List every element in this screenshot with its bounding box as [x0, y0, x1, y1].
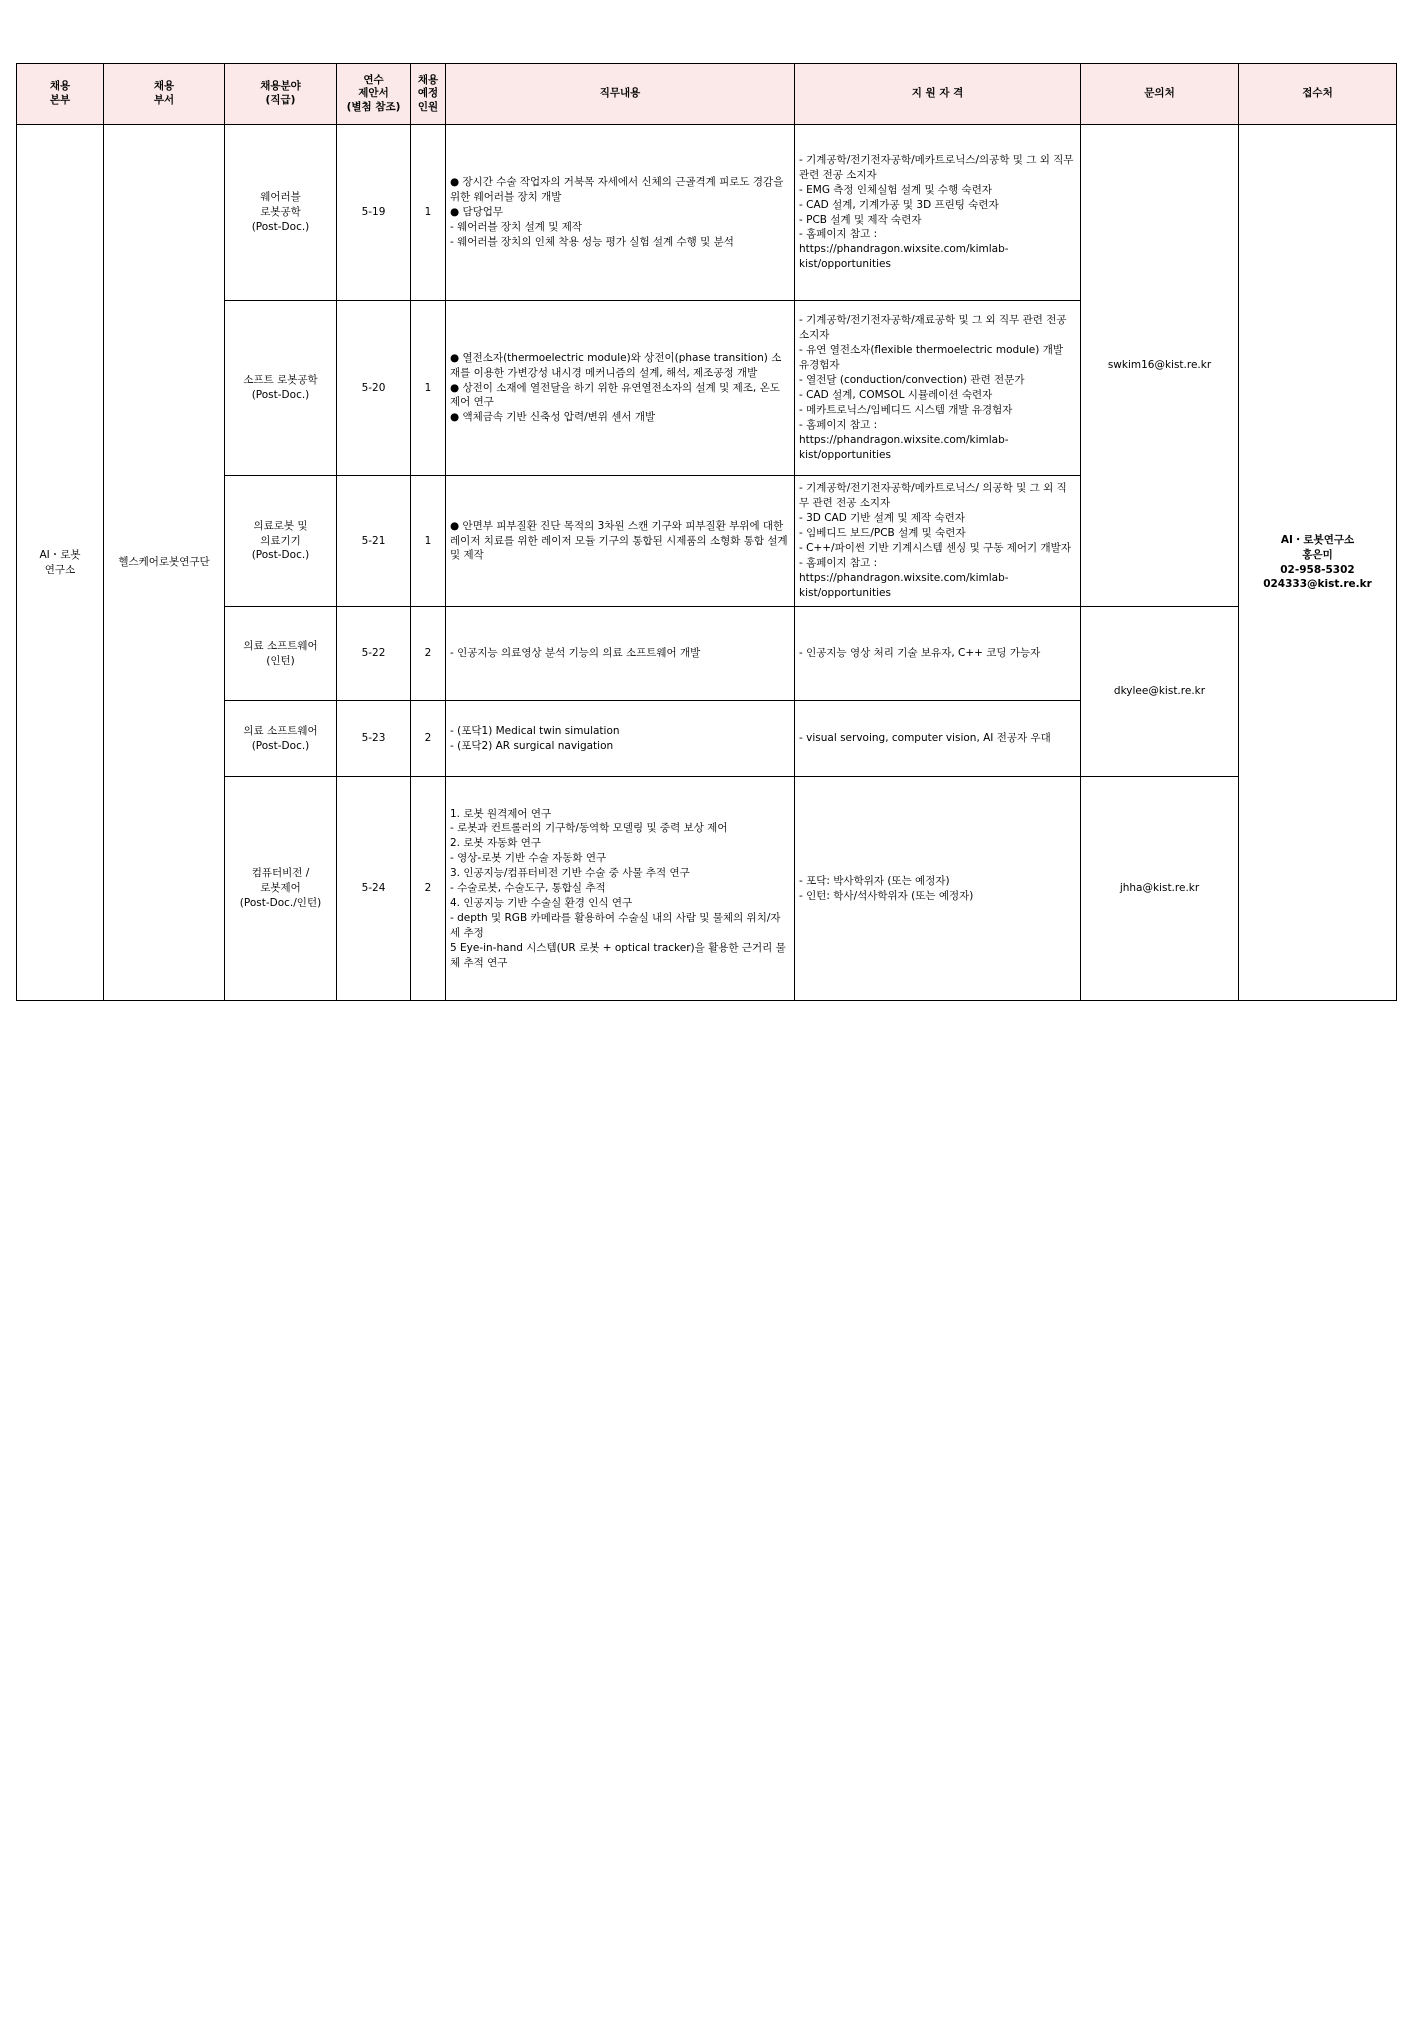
headcount-cell: 2	[411, 607, 446, 701]
field-cell: 의료로봇 및 의료기기 (Post-Doc.)	[225, 476, 337, 607]
header-duties: 직무내용	[446, 64, 795, 125]
header-division: 채용 본부	[17, 64, 104, 125]
duties-cell: ● 장시간 수술 작업자의 거북목 자세에서 신체의 근골격계 피로도 경감을 위한 웨어러블 장치 개발 ● 담당업무 - 웨어러블 장치 설계 및 제작 - 웨어러블 장치의 인체 착용 성능 평가 실험 설계 수행 및 분석	[446, 125, 795, 301]
division-cell: AI・로봇 연구소	[17, 125, 104, 1001]
qualifications-cell: - 인공지능 영상 처리 기술 보유자, C++ 코딩 가능자	[795, 607, 1081, 701]
headcount-cell: 1	[411, 301, 446, 476]
recruitment-table	[16, 63, 1397, 1001]
field-cell: 의료 소프트웨어 (Post-Doc.)	[225, 701, 337, 777]
header-contact: 문의처	[1081, 64, 1239, 125]
reception-cell: AI・로봇연구소 홍은미 02-958-5302 024333@kist.re.kr	[1239, 125, 1397, 1001]
field-cell: 의료 소프트웨어 (인턴)	[225, 607, 337, 701]
proposal-cell: 5-22	[337, 607, 411, 701]
contact-cell: swkim16@kist.re.kr	[1081, 125, 1239, 607]
headcount-cell: 2	[411, 701, 446, 777]
qualifications-cell: - 기계공학/전기전자공학/재료공학 및 그 외 직무 관련 전공 소지자 - 유연 열전소자(flexible thermoelectric module) 개발 유경험자 - 열전달 (conduction/convection) 관련 전문가 - CAD 설계, COMSOL 시뮬레이션 숙련자 - 메카트로닉스/임베디드 시스템 개발 유경험자 - 홈페이지 참고 : https://phandragon.wixsite.com/kimlab-kist/opportunities	[795, 301, 1081, 476]
contact-cell: jhha@kist.re.kr	[1081, 777, 1239, 1001]
duties-cell: - 인공지능 의료영상 분석 기능의 의료 소프트웨어 개발	[446, 607, 795, 701]
header-proposal: 연수 제안서 (별첨 참조)	[337, 64, 411, 125]
headcount-cell: 1	[411, 476, 446, 607]
qualifications-cell: - 기계공학/전기전자공학/메카트로닉스/ 의공학 및 그 외 직무 관련 전공 소지자 - 3D CAD 기반 설계 및 제작 숙련자 - 임베디드 보드/PCB 설계 및 숙련자 - C++/파이썬 기반 기계시스템 센싱 및 구동 제어기 개발자 - 홈페이지 참고 : https://phandragon.wixsite.com/kimlab-kist/opportunities	[795, 476, 1081, 607]
duties-cell: ● 안면부 피부질환 진단 목적의 3차원 스캔 기구와 피부질환 부위에 대한 레이저 치료를 위한 레이저 모듈 기구의 통합된 시제품의 소형화 통합 설계 및 제작	[446, 476, 795, 607]
header-department: 채용 부서	[104, 64, 225, 125]
header-qualifications: 지 원 자 격	[795, 64, 1081, 125]
header-row	[17, 64, 1397, 125]
field-cell: 소프트 로봇공학 (Post-Doc.)	[225, 301, 337, 476]
qualifications-cell: - 기계공학/전기전자공학/메카트로닉스/의공학 및 그 외 직무 관련 전공 소지자 - EMG 측정 인체실험 설계 및 수행 숙련자 - CAD 설계, 기계가공 및 3D 프린팅 숙련자 - PCB 설계 및 제작 숙련자 - 홈페이지 참고 : https://phandragon.wixsite.com/kimlab-kist/opportunities	[795, 125, 1081, 301]
header-headcount: 채용 예정 인원	[411, 64, 446, 125]
proposal-cell: 5-23	[337, 701, 411, 777]
proposal-cell: 5-21	[337, 476, 411, 607]
header-reception: 접수처	[1239, 64, 1397, 125]
duties-cell: - (포닥1) Medical twin simulation - (포닥2) AR surgical navigation	[446, 701, 795, 777]
headcount-cell: 2	[411, 777, 446, 1001]
field-cell: 웨어러블 로봇공학 (Post-Doc.)	[225, 125, 337, 301]
header-field: 채용분야 (직급)	[225, 64, 337, 125]
headcount-cell: 1	[411, 125, 446, 301]
department-cell: 헬스케어로봇연구단	[104, 125, 225, 1001]
proposal-cell: 5-19	[337, 125, 411, 301]
duties-cell: ● 열전소자(thermoelectric module)와 상전이(phase transition) 소재를 이용한 가변강성 내시경 메커니즘의 설계, 해석, 제조공정 개발 ● 상전이 소재에 열전달을 하기 위한 유연열전소자의 설계 및 제조, 온도 제어 연구 ● 액체금속 기반 신축성 압력/변위 센서 개발	[446, 301, 795, 476]
proposal-cell: 5-20	[337, 301, 411, 476]
qualifications-cell: - visual servoing, computer vision, AI 전공자 우대	[795, 701, 1081, 777]
field-cell: 컴퓨터비전 / 로봇제어 (Post-Doc./인턴)	[225, 777, 337, 1001]
proposal-cell: 5-24	[337, 777, 411, 1001]
duties-cell: 1. 로봇 원격제어 연구 - 로봇과 컨트롤러의 기구학/동역학 모델링 및 중력 보상 제어 2. 로봇 자동화 연구 - 영상-로봇 기반 수술 자동화 연구 3. 인공지능/컴퓨터비전 기반 수술 중 사물 추적 연구 - 수술로봇, 수술도구, 통합실 추적 4. 인공지능 기반 수술실 환경 인식 연구 - depth 및 RGB 카메라를 활용하여 수술실 내의 사람 및 물체의 위치/자세 추정 5 Eye-in-hand 시스템(UR 로봇 + optical tracker)을 활용한 근거리 물체 추적 연구	[446, 777, 795, 1001]
qualifications-cell: - 포닥: 박사학위자 (또는 예정자) - 인턴: 학사/석사학위자 (또는 예정자)	[795, 777, 1081, 1001]
table-row	[17, 125, 1397, 301]
contact-cell: dkylee@kist.re.kr	[1081, 607, 1239, 777]
